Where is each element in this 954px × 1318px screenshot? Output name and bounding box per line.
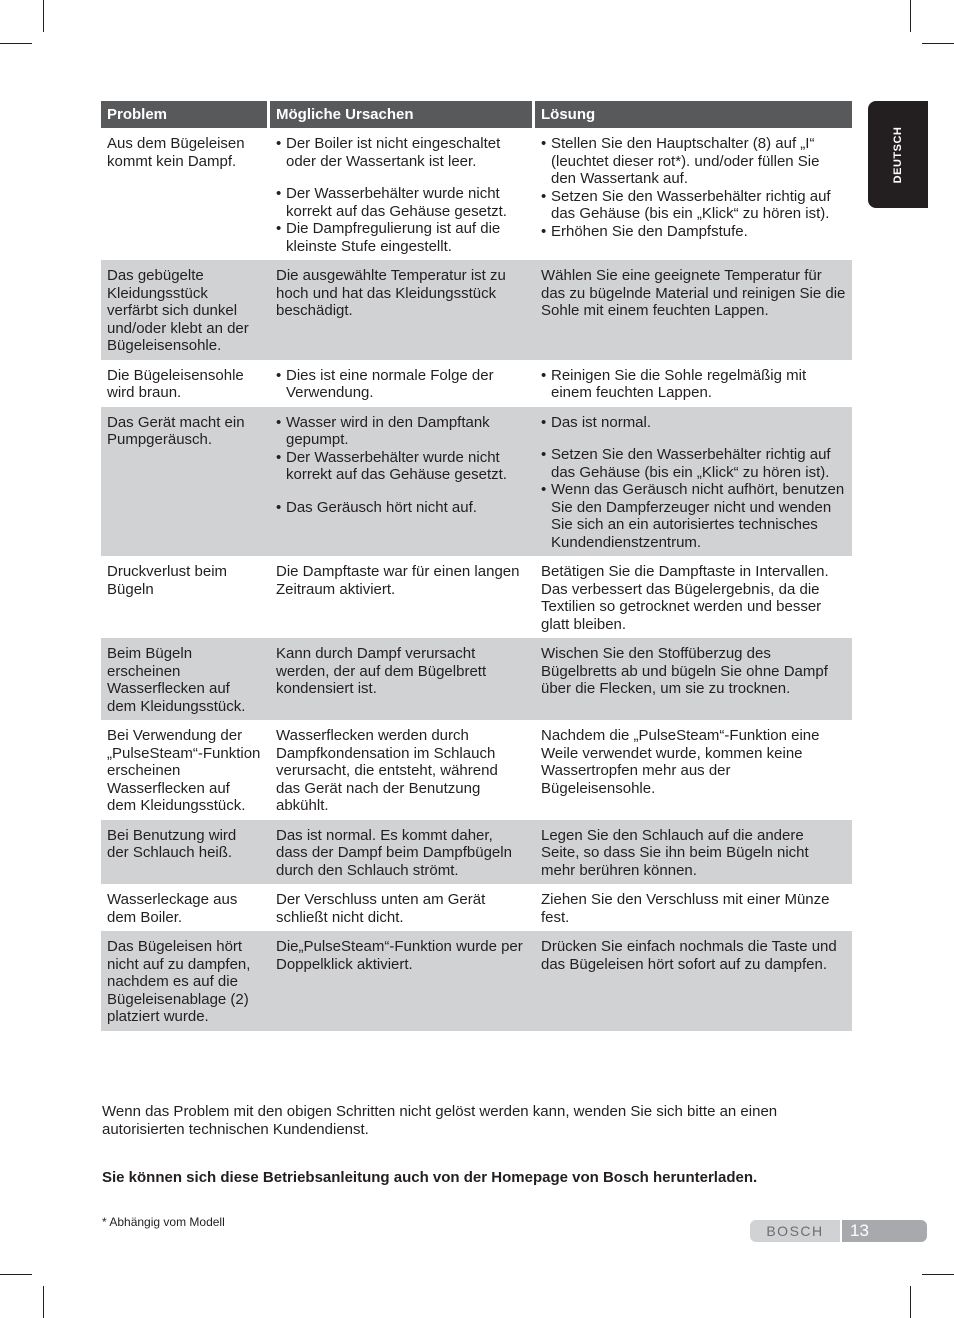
list-item: • Die Dampfregulierung ist auf die kleinste Stufe eingestellt. [276,220,526,255]
solution-cell: Nachdem die „PulseSteam“-Funktion eine Weile verwendet wurde, kommen keine Wassertropfen mehr aus der Bügeleisensohle. [541,727,820,797]
crop-mark [922,1274,954,1275]
header-causes: Mögliche Ursachen [270,101,535,128]
table-row [101,260,852,360]
causes-cell: Wasserflecken werden durch Dampfkondensation im Schlauch verursacht, die entsteht, während das Gerät nach der Benutzung abkühlt. [276,727,498,814]
table-row [101,720,852,820]
language-tab [868,101,928,208]
solution-cell [535,407,852,557]
problem-cell: Beim Bügeln erscheinen Wasserflecken auf dem Kleidungsstück. [101,638,270,720]
model-footnote: * Abhängig vom Modell [102,1215,225,1229]
list-item: • Reinigen Sie die Sohle regelmäßig mit einem feuchten Lappen. [541,367,846,402]
solution-cell: Drücken Sie einfach nochmals die Taste und das Bügeleisen hört sofort auf zu dampfen. [535,931,852,1031]
problem-cell: Die Bügeleisensohle wird braun. [107,366,244,401]
crop-mark [0,43,32,44]
solution-cell: Betätigen Sie die Dampftaste in Intervallen. Das verbessert das Bügelergebnis, da die Textilien so getrocknet werden und besser glatt bleiben. [541,563,829,633]
problem-cell: Das Bügeleisen hört nicht auf zu dampfen, nachdem es auf die Bügeleisenablage (2) platziert wurde. [101,931,270,1031]
table-row [101,128,852,260]
problem-cell: Bei Benutzung wird der Schlauch heiß. [101,820,270,885]
list-item: • Dies ist eine normale Folge der Verwendung. [276,367,526,402]
table-row [101,931,852,1031]
service-note: Wenn das Problem mit den obigen Schritten nicht gelöst werden kann, wenden Sie sich bitte an einen autorisierten technischen Kundendienst. [102,1103,778,1138]
list-item: • Setzen Sie den Wasserbehälter richtig auf das Gehäuse (bis ein „Klick“ zu hören ist). [541,446,846,481]
list-item: • Erhöhen Sie den Dampfstufe. [541,223,846,241]
causes-cell: Die Dampftaste war für einen langen Zeitraum aktiviert. [276,563,520,598]
table-row [101,820,852,885]
list-item: • Das ist normal. [541,414,846,432]
problem-cell: Das Gerät macht ein Pumpgeräusch. [101,407,270,557]
language-tab-label: DEUTSCH [892,126,904,183]
causes-cell [270,407,535,557]
solution-cell [535,360,852,407]
list-item: • Der Wasserbehälter wurde nicht korrekt auf das Gehäuse gesetzt. [276,449,526,484]
list-item: • Setzen Sie den Wasserbehälter richtig auf das Gehäuse (bis ein „Klick“ zu hören ist). [541,188,846,223]
crop-mark [910,1286,911,1318]
list-item: • Das Geräusch hört nicht auf. [276,499,526,517]
solution-cell: Legen Sie den Schlauch auf die andere Seite, so dass Sie ihn beim Bügeln nicht mehr berühren können. [535,820,852,885]
header-problem: Problem [101,101,270,128]
crop-mark [0,1274,32,1275]
table-row [101,407,852,557]
causes-cell [270,128,535,260]
list-item: • Wenn das Geräusch nicht aufhört, benutzen Sie den Dampferzeuger nicht und wenden Sie sich an ein autorisiertes technisches Kundendienstzentrum. [541,481,846,551]
causes-cell: Die ausgewählte Temperatur ist zu hoch und hat das Kleidungsstück beschädigt. [270,260,535,360]
table-row [101,638,852,720]
list-item: • Der Boiler ist nicht eingeschaltet oder der Wassertank ist leer. [276,135,526,170]
problem-cell: Bei Verwendung der „PulseSteam“-Funktion erscheinen Wasserflecken auf dem Kleidungsstück. [107,727,261,814]
page-number: 13 [842,1220,927,1242]
download-note: Sie können sich diese Betriebsanleitung auch von der Homepage von Bosch herunterladen. [102,1169,758,1186]
solution-cell: Wischen Sie den Stoffüberzug des Bügelbretts ab und bügeln Sie ohne Dampf über die Flecken, um sie zu trocknen. [535,638,852,720]
crop-mark [922,43,954,44]
list-item: • Wasser wird in den Dampftank gepumpt. [276,414,526,449]
problem-cell: Das gebügelte Kleidungsstück verfärbt sich dunkel und/oder klebt an der Bügeleisensohle. [101,260,270,360]
causes-cell: Der Verschluss unten am Gerät schließt nicht dicht. [276,891,486,926]
footer-brand: BOSCH [750,1220,840,1242]
crop-mark [43,0,44,32]
table-row [101,884,852,931]
table-header-row [101,101,852,128]
crop-mark [43,1286,44,1318]
causes-cell: Das ist normal. Es kommt daher, dass der Dampf beim Dampfbügeln durch den Schlauch strömt. [270,820,535,885]
problem-cell: Aus dem Bügeleisen kommt kein Dampf. [107,135,245,170]
list-item: • Der Wasserbehälter wurde nicht korrekt auf das Gehäuse gesetzt. [276,185,526,220]
crop-mark [910,0,911,32]
troubleshooting-table [101,101,852,1031]
solution-cell: Wählen Sie eine geeignete Temperatur für das zu bügelnde Material und reinigen Sie die Sohle mit einem feuchten Lappen. [535,260,852,360]
table-row [101,360,852,407]
solution-cell: Ziehen Sie den Verschluss mit einer Münze fest. [541,891,830,926]
header-solution: Lösung [535,101,852,128]
problem-cell: Druckverlust beim Bügeln [107,563,228,598]
problem-cell: Wasserleckage aus dem Boiler. [107,891,238,926]
solution-cell [535,128,852,260]
list-item: • Stellen Sie den Hauptschalter (8) auf „I“ (leuchtet dieser rot*). und/oder füllen Sie den Wassertank auf. [541,135,846,188]
causes-cell [270,360,535,407]
causes-cell: Kann durch Dampf verursacht werden, der auf dem Bügelbrett kondensiert ist. [270,638,535,720]
table-row [101,556,852,638]
causes-cell: Die„PulseSteam“-Funktion wurde per Doppelklick aktiviert. [270,931,535,1031]
